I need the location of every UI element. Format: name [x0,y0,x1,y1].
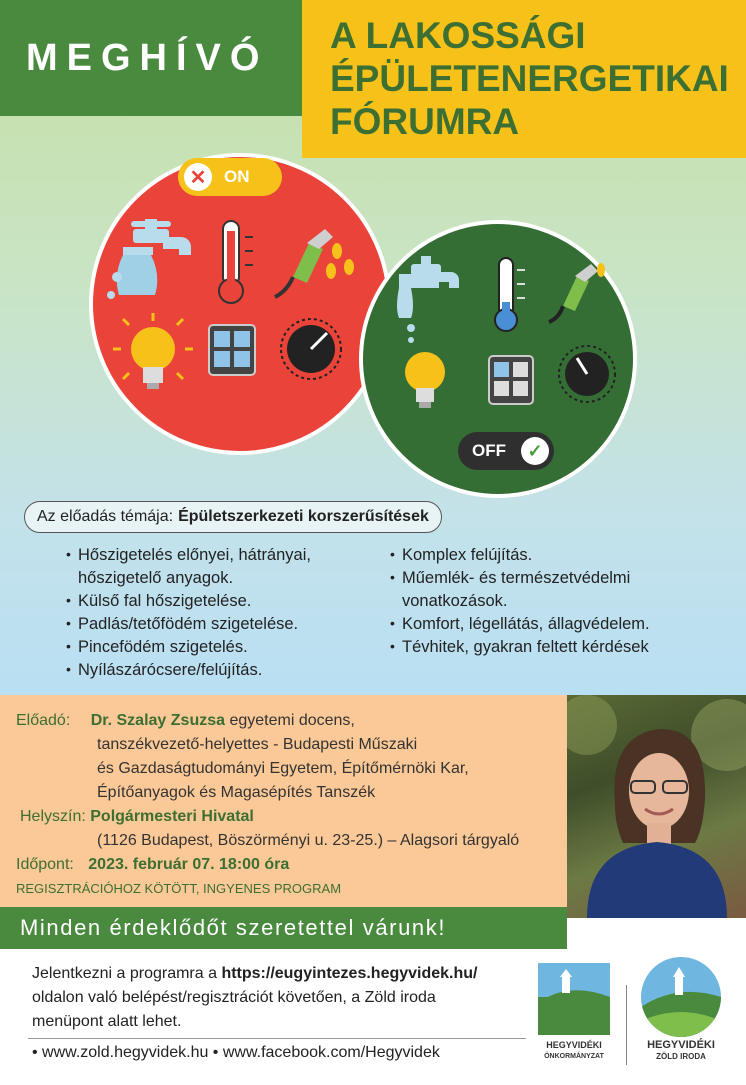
dial-icon [559,346,615,402]
speaker-label: Előadó: [16,712,71,729]
off-label: OFF [472,441,506,460]
on-switch [178,158,282,196]
speaker-line-3: és Gazdaságtudományi Egyetem, Építőmérnöki Kar, [97,760,469,777]
logo-divider [626,985,627,1065]
title-line-1: A LAKOSSÁGI [330,15,586,56]
list-item [388,544,728,567]
venue-label: Helyszín: [20,808,86,825]
time-line [16,856,289,874]
footer-divider [28,1038,526,1039]
speaker-name: Dr. Szalay Zsuzsa [90,712,226,729]
welcome-text: Minden érdeklődőt szeretettel várunk! [20,915,447,940]
list-item-line: • Pincefödém szigetelés. [78,638,248,656]
list-item-line: • Nyílászárócsere/felújítás. [78,661,263,679]
venue-name: Polgármesteri Hivatal [90,808,254,825]
speaker-photo [567,695,746,918]
speaker-line-1 [16,712,355,730]
title-line-2: ÉPÜLETENERGETIKAI [330,58,729,99]
list-item-line: • Komfort, légellátás, állagvédelem. [402,615,650,633]
list-item-line: • Külső fal hőszigetelése. [78,592,252,610]
energy-on-circle [89,153,391,455]
venue-line [20,808,254,826]
dial-icon [281,319,341,379]
facebook-link[interactable]: www.facebook.com/Hegyvidek [222,1044,440,1061]
list-item [64,590,384,613]
footer-line-1 [32,962,532,986]
stove-icon [489,356,533,404]
thermometer-icon [219,221,253,303]
registration-link[interactable]: https://eugyintezes.hegyvidek.hu/ [221,965,478,982]
list-item [388,567,728,613]
topic-title: Épületszerkezeti korszerűsítések [178,508,429,525]
off-switch [458,432,554,470]
list-item [64,544,384,590]
footer-links: • www.zold.hegyvidek.hu • www.facebook.com/Hegyvidek [32,1044,440,1061]
onkormanyzat-logo [538,963,610,1035]
list-item-line: • Tévhitek, gyakran feltett kérdések [402,638,649,656]
list-item [64,659,384,682]
hill-tower-icon [538,963,610,1035]
venue-address: (1126 Budapest, Böszörményi u. 23-25.) – Alagsori tárgyaló [97,832,520,849]
light-bulb-icon [405,352,445,408]
list-item-line: hőszigetelő anyagok. [78,569,234,587]
list-item-line: vonatkozások. [402,592,508,610]
hot-icons [93,157,387,451]
list-item [388,613,728,636]
thermometer-icon [495,258,525,331]
footer-line-2: oldalon való belépést/regisztrációt követően, a Zöld iroda [32,989,436,1006]
topic-list-right [388,544,728,659]
logo1-sub: ÖNKORMÁNYZAT [544,1053,604,1060]
logo2-name: HEGYVIDÉKI [647,1039,715,1051]
topic-prefix: Az előadás témája: [37,508,174,525]
welcome-banner [0,907,567,949]
speaker-line-4: Építőanyagok és Magasépítés Tanszék [97,784,376,801]
list-item-line: • Műemlék- és természetvédelmi [402,569,631,587]
list-item-line: • Padlás/tetőfödém szigetelése. [78,615,299,633]
stove-icon [209,325,255,375]
logo2-label [630,1040,732,1062]
hill-tower-icon [641,957,721,1037]
list-item [388,636,728,659]
logo2-sub: ZÖLD IRODA [656,1052,706,1061]
topic-pill [24,501,442,533]
time-label: Időpont: [16,856,74,873]
fuel-nozzle-icon [275,229,354,297]
speaker-line-2: tanszékvezető-helyettes - Budapesti Műszaki [97,736,418,753]
title-line-3: FÓRUMRA [330,101,520,142]
list-item-line: • Hőszigetelés előnyei, hátrányai, [78,546,311,564]
speaker-role: egyetemi docens, [225,712,355,729]
logo1-label [535,1040,613,1062]
registration-note: REGISZTRÁCIÓHOZ KÖTÖTT, INGYENES PROGRAM [16,881,342,896]
close-icon: ✕ [184,163,212,191]
check-icon: ✓ [521,437,549,465]
topic-list-left [64,544,384,682]
logo1-name: HEGYVIDÉKI [546,1040,602,1050]
list-item [64,636,384,659]
faucet-icon [107,219,191,299]
invitation-label [0,0,302,116]
light-bulb-icon [113,313,193,389]
footer-text-1: Jelentkezni a programra a [32,965,222,982]
on-label: ON [224,167,250,186]
footer-info [32,962,532,1034]
website-link[interactable]: www.zold.hegyvidek.hu [42,1044,209,1061]
speaker-portrait [567,695,746,918]
event-title [302,0,746,158]
faucet-icon [397,256,459,343]
fuel-nozzle-icon [549,263,605,322]
list-item-line: • Komplex felújítás. [402,546,533,564]
time-value: 2023. február 07. 18:00 óra [88,856,290,873]
footer-line-3: menüpont alatt lehet. [32,1013,182,1030]
list-item [64,613,384,636]
invitation-text: MEGHÍVÓ [26,36,269,79]
zold-iroda-logo [641,957,721,1037]
